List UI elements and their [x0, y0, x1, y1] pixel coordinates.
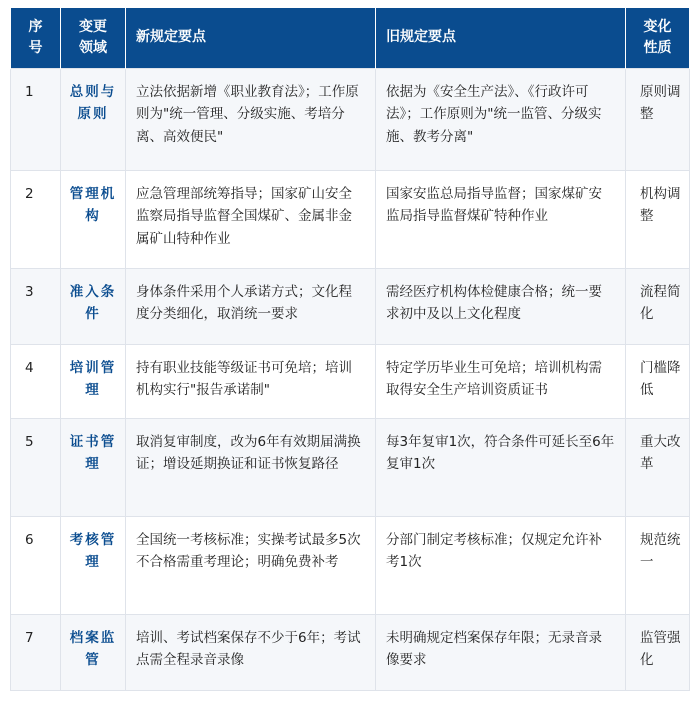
row-number: 4	[11, 344, 61, 418]
row-number: 7	[11, 614, 61, 690]
table-header	[11, 8, 690, 68]
header-no: 序号	[11, 8, 61, 68]
table-row	[11, 344, 690, 418]
header-old-rules: 旧规定要点	[376, 8, 626, 68]
row-new-rule: 取消复审制度，改为6年有效期届满换证；增设延期换证和证书恢复路径	[126, 418, 376, 516]
table-row	[11, 614, 690, 690]
row-nature: 门槛降低	[626, 344, 690, 418]
row-old-rule: 特定学历毕业生可免培；培训机构需取得安全生产培训资质证书	[376, 344, 626, 418]
row-area: 档案监管	[61, 614, 126, 690]
row-new-rule: 持有职业技能等级证书可免培；培训机构实行"报告承诺制"	[126, 344, 376, 418]
row-area: 管理机构	[61, 170, 126, 268]
row-nature: 重大改革	[626, 418, 690, 516]
row-old-rule: 国家安监总局指导监督；国家煤矿安监局指导监督煤矿特种作业	[376, 170, 626, 268]
row-nature: 规范统一	[626, 516, 690, 614]
row-area: 准入条件	[61, 268, 126, 344]
regulation-comparison-table	[10, 8, 690, 691]
row-area: 证书管理	[61, 418, 126, 516]
row-nature: 机构调整	[626, 170, 690, 268]
table-row	[11, 418, 690, 516]
row-number: 3	[11, 268, 61, 344]
row-area: 考核管理	[61, 516, 126, 614]
row-old-rule: 分部门制定考核标准；仅规定允许补考1次	[376, 516, 626, 614]
table-row	[11, 170, 690, 268]
table-body	[11, 68, 690, 690]
row-old-rule: 每3年复审1次，符合条件可延长至6年复审1次	[376, 418, 626, 516]
row-old-rule: 未明确规定档案保存年限；无录音录像要求	[376, 614, 626, 690]
row-new-rule: 身体条件采用个人承诺方式；文化程度分类细化，取消统一要求	[126, 268, 376, 344]
row-area: 培训管理	[61, 344, 126, 418]
table-row	[11, 268, 690, 344]
row-old-rule: 需经医疗机构体检健康合格；统一要求初中及以上文化程度	[376, 268, 626, 344]
regulation-comparison-container	[10, 8, 689, 691]
row-area: 总则与原则	[61, 68, 126, 170]
row-new-rule: 应急管理部统筹指导；国家矿山安全监察局指导监督全国煤矿、金属非金属矿山特种作业	[126, 170, 376, 268]
row-new-rule: 全国统一考核标准；实操考试最多5次不合格需重考理论；明确免费补考	[126, 516, 376, 614]
row-number: 5	[11, 418, 61, 516]
row-nature: 监管强化	[626, 614, 690, 690]
row-nature: 流程简化	[626, 268, 690, 344]
row-number: 2	[11, 170, 61, 268]
row-number: 6	[11, 516, 61, 614]
row-number: 1	[11, 68, 61, 170]
header-nature: 变化性质	[626, 8, 690, 68]
row-new-rule: 立法依据新增《职业教育法》；工作原则为"统一管理、分级实施、考培分离、高效便民"	[126, 68, 376, 170]
row-nature: 原则调整	[626, 68, 690, 170]
table-row	[11, 516, 690, 614]
row-old-rule: 依据为《安全生产法》、《行政许可法》；工作原则为"统一监管、分级实施、教考分离"	[376, 68, 626, 170]
row-new-rule: 培训、考试档案保存不少于6年；考试点需全程录音录像	[126, 614, 376, 690]
header-new-rules: 新规定要点	[126, 8, 376, 68]
table-row	[11, 68, 690, 170]
header-row	[11, 8, 690, 68]
header-area: 变更领域	[61, 8, 126, 68]
